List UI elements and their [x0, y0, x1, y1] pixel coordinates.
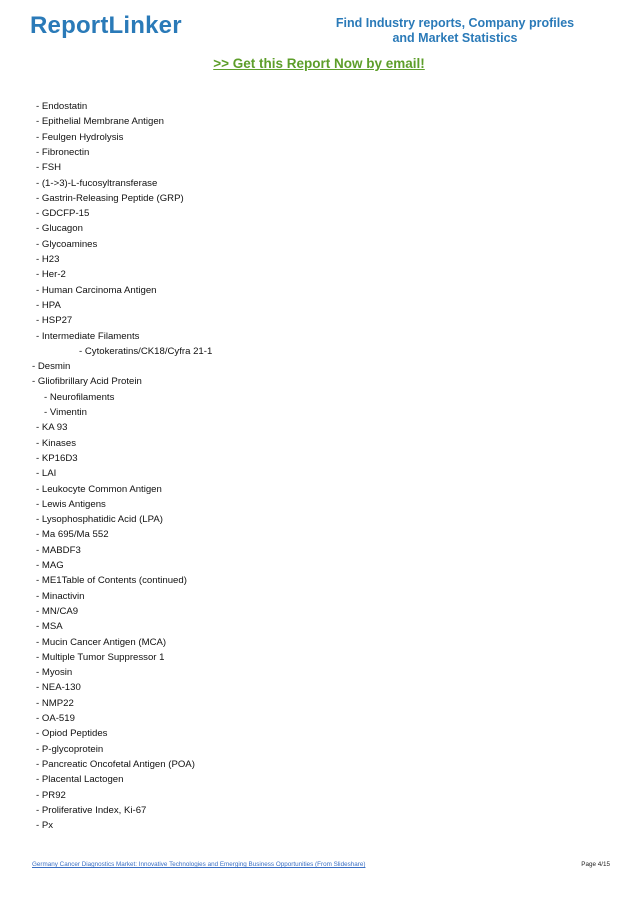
list-item: - PR92 [36, 789, 66, 801]
list-item: - LAI [36, 468, 57, 480]
list-item: - Gastrin-Releasing Peptide (GRP) [36, 192, 184, 204]
list-item: - NMP22 [36, 697, 74, 709]
list-item: - Human Carcinoma Antigen [36, 284, 157, 296]
list-item: - Gliofibrillary Acid Protein [32, 376, 142, 388]
list-item: - Her-2 [36, 269, 66, 281]
list-item: - Lysophosphatidic Acid (LPA) [36, 514, 163, 526]
list-item: - KA 93 [36, 422, 68, 434]
list-item: - HSP27 [36, 315, 73, 327]
list-item: - Ma 695/Ma 552 [36, 529, 109, 541]
get-report-link[interactable]: >> Get this Report Now by email! [213, 56, 425, 71]
list-item: - Multiple Tumor Suppressor 1 [36, 651, 165, 663]
list-item: - MN/CA9 [36, 605, 79, 617]
list-item: - OA-519 [36, 713, 75, 724]
list-item: - Neurofilaments [44, 391, 115, 403]
list-item: - Leukocyte Common Antigen [36, 483, 162, 495]
list-item: - GDCFP-15 [36, 208, 90, 220]
list-item: - Intermediate Filaments [36, 330, 140, 342]
list-item: - Myosin [36, 667, 73, 679]
list-item: - Placental Lactogen [36, 774, 124, 786]
list-item: - P-glycoprotein [36, 743, 104, 755]
list-item: - MSA [36, 621, 63, 633]
footer-report-link[interactable]: Germany Cancer Diagnostics Market: Innovative Technologies and Emerging Business Opportunities (From Slideshare) [32, 861, 366, 868]
tagline-line-2: and Market Statistics [392, 31, 518, 45]
list-item: - Pancreatic Oncofetal Antigen (POA) [36, 758, 195, 770]
list-item: - H23 [36, 254, 60, 265]
list-item: - Desmin [32, 361, 71, 373]
list-item: - Vimentin [44, 407, 88, 418]
list-item: - Px [36, 820, 54, 832]
list-item: - Proliferative Index, Ki-67 [36, 804, 147, 816]
list-item: - HPA [36, 299, 61, 311]
list-item: - Lewis Antigens [36, 498, 106, 510]
list-item: - NEA-130 [36, 682, 81, 694]
list-item: - Glycoamines [36, 238, 98, 250]
list-item: - (1->3)-L-fucosyltransferase [36, 177, 158, 189]
list-item: - FSH [36, 162, 62, 174]
list-item: - Epithelial Membrane Antigen [36, 116, 164, 128]
list-item: - Minactivin [36, 590, 85, 602]
list-item: - Endostatin [36, 101, 88, 112]
header-tagline [320, 16, 590, 46]
list-item: - Opiod Peptides [36, 728, 108, 740]
list-item: - Mucin Cancer Antigen (MCA) [36, 636, 167, 648]
list-item: - MAG [36, 560, 64, 571]
page-number: Page 4/15 [581, 861, 610, 868]
list-item: - KP16D3 [36, 452, 78, 464]
list-item: - Feulgen Hydrolysis [36, 131, 124, 143]
list-item: - ME1Table of Contents (continued) [36, 575, 187, 587]
list-item: - Kinases [36, 437, 76, 449]
list-item: - Glucagon [36, 223, 83, 235]
list-item: - MABDF3 [36, 544, 81, 556]
list-item: - Cytokeratins/CK18/Cyfra 21-1 [79, 345, 213, 357]
reportlinker-logo[interactable]: ReportLinker [30, 12, 182, 39]
tagline-line-1: Find Industry reports, Company profiles [335, 16, 575, 30]
list-item: - Fibronectin [36, 146, 90, 158]
